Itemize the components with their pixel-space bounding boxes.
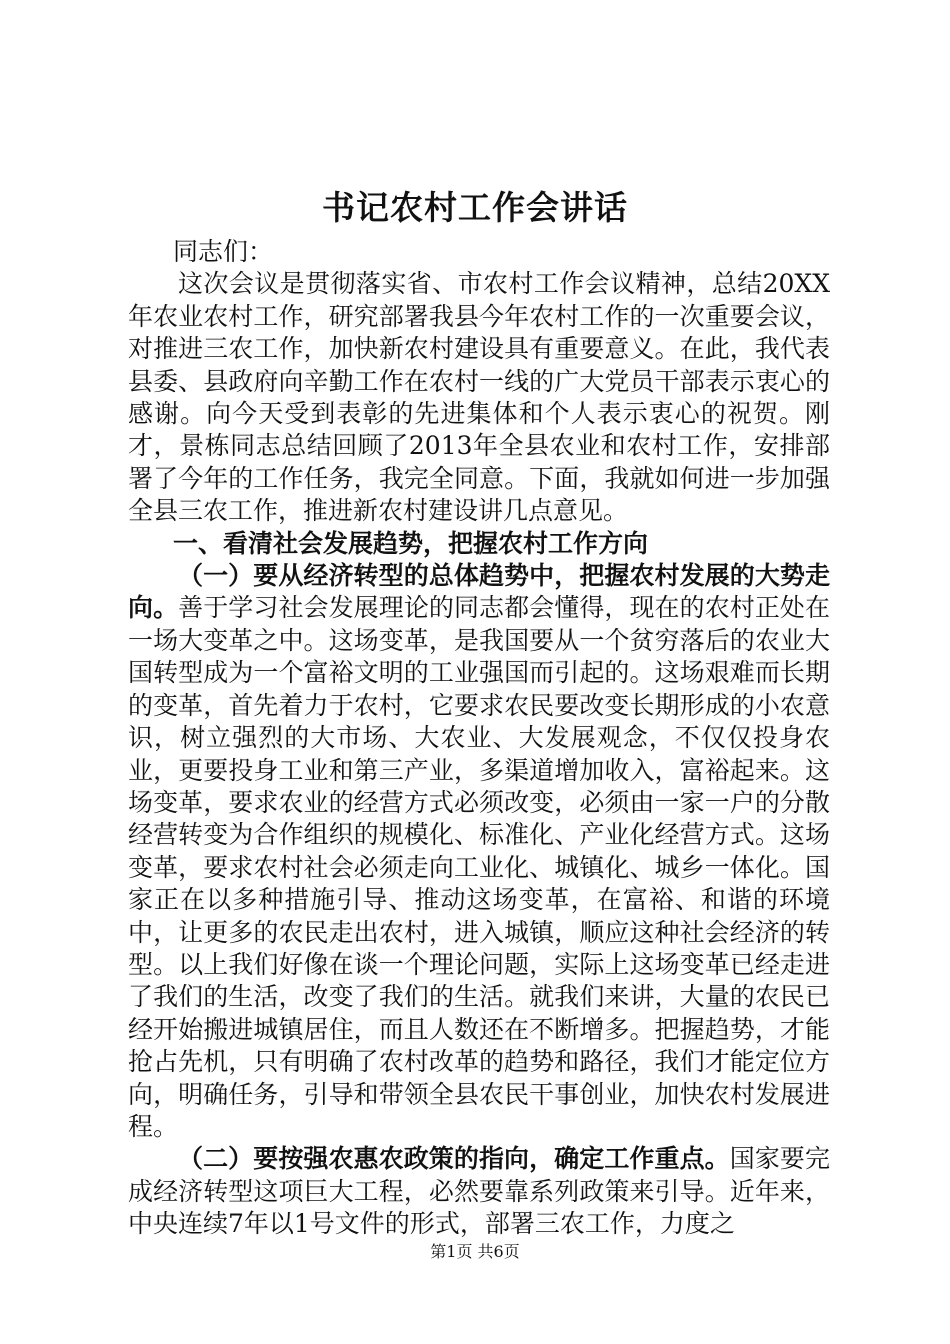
item-text-2: 国家要完成经济转型这项巨大工程，必然要靠系列政策来引导。近年来，中央连续7年以1号文件的形式，部署三农工作，力度之 (128, 1144, 830, 1239)
intro-paragraph: 这次会议是贯彻落实省、市农村工作会议精神，总结20XX年农业农村工作，研究部署我县今年农村工作的一次重要会议，对推进三农工作，加快新农村建设具有重要意义。在此，我代表县委、县政府向辛勤工作在农村一线的广大党员干部表示衷心的感谢。向今天受到表彰的先进集体和个人表示衷心的祝贺。刚才，景栋同志总结回顾了2013年全县农业和农村工作，安排部署了今年的工作任务，我完全同意。下面，我就如何进一步加强全县三农工作，推进新农村建设讲几点意见。 (128, 269, 830, 526)
document-title: 书记农村工作会讲话 (322, 188, 628, 227)
item-text-1: 善于学习社会发展理论的同志都会懂得，现在的农村正处在一场大变革之中。这场变革，是我国要从一个贫穷落后的农业大国转型成为一个富裕文明的工业强国而引起的。这场艰难而长期的变革，首先着力于农村，它要求农民要改变长期形成的小农意识，树立强烈的大市场、大农业、大发展观念，不仅仅投身农业，更要投身工业和第三产业，多渠道增加收入，富裕起来。这场变革，要求农业的经营方式必须改变，必须由一家一户的分散经营转变为合作组织的规模化、标准化、产业化经营方式。这场变革，要求农村社会必须走向工业化、城镇化、城乡一体化。国家正在以多种措施引导、推动这场变革，在富裕、和谐的环境中，让更多的农民走出农村，进入城镇，顺应这种社会经济的转型。以上我们好像在谈一个理论问题，实际上这场变革已经走进了我们的生活，改变了我们的生活。就我们来讲，大量的农民已经开始搬进城镇居住，而且人数还在不断增多。把握趋势，才能抢占先机，只有明确了农村改革的趋势和路径，我们才能定位方向，明确任务，引导和带领全县农民干事创业，加快农村发展进程。 (128, 593, 830, 1141)
section-heading: 一、看清社会发展趋势，把握农村工作方向 (173, 528, 649, 558)
item-lead-2: （二）要按强农惠农政策的指向，确定工作重点。 (178, 1144, 730, 1174)
document-body (128, 236, 830, 1241)
item-paragraph-2 (128, 1143, 830, 1240)
item-lead-1: （一）要从经济转型的总体趋势中，把握农村发展的大势走向。 (128, 561, 830, 623)
salutation: 同志们： (173, 237, 274, 266)
page-footer: 第1页 共6页 (430, 1242, 520, 1261)
item-paragraph-1 (128, 560, 830, 1143)
